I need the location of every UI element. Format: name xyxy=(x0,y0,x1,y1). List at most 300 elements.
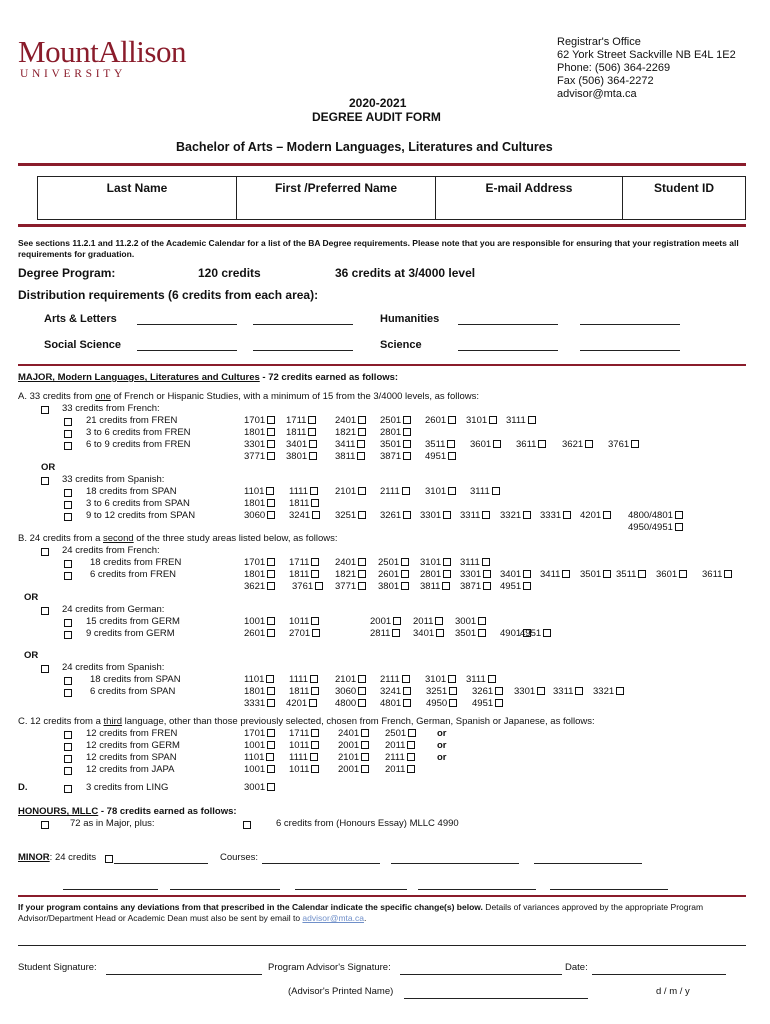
course-checkbox[interactable] xyxy=(523,570,531,578)
course-checkbox[interactable] xyxy=(267,570,275,578)
course-code[interactable]: 2501 xyxy=(385,728,416,739)
course-checkbox[interactable] xyxy=(403,440,411,448)
course-checkbox[interactable] xyxy=(311,499,319,507)
course-code[interactable]: 1101 xyxy=(244,752,274,763)
minor-courses-label: Courses: xyxy=(220,852,259,863)
course-checkbox[interactable] xyxy=(575,687,583,695)
course-code[interactable]: 2111 xyxy=(380,674,410,685)
course-checkbox[interactable] xyxy=(603,511,611,519)
course-checkbox[interactable] xyxy=(311,741,319,749)
course-checkbox[interactable] xyxy=(267,558,275,566)
course-checkbox[interactable] xyxy=(523,582,531,590)
course-code[interactable]: 2811 xyxy=(370,628,400,639)
checkbox[interactable] xyxy=(64,513,72,521)
course-code[interactable]: 2601 xyxy=(378,569,409,580)
minor-course-field[interactable] xyxy=(262,862,380,864)
checkbox[interactable] xyxy=(64,430,72,438)
first-name-field[interactable]: First /Preferred Name xyxy=(237,177,436,220)
course-code[interactable]: 2011 xyxy=(385,740,415,751)
course-code[interactable]: 3871 xyxy=(460,581,491,592)
course-code[interactable]: 3771 xyxy=(335,581,366,592)
group-heading: 24 credits from German: xyxy=(62,604,165,615)
course-checkbox[interactable] xyxy=(267,582,275,590)
course-code[interactable]: 3311 xyxy=(553,686,583,697)
course-code[interactable]: 3101 xyxy=(425,674,456,685)
course-code[interactable]: 3111 xyxy=(460,557,490,568)
checkbox[interactable] xyxy=(64,560,72,568)
minor-course-field[interactable] xyxy=(295,888,407,890)
course-checkbox[interactable] xyxy=(358,428,366,436)
social-course-1[interactable] xyxy=(137,349,237,351)
course-checkbox[interactable] xyxy=(449,699,457,707)
course-code[interactable]: 2001 xyxy=(338,764,369,775)
course-code[interactable]: 3601 xyxy=(656,569,687,580)
course-checkbox[interactable] xyxy=(563,511,571,519)
course-code[interactable]: 2801 xyxy=(380,427,411,438)
course-code[interactable]: 2501 xyxy=(380,415,411,426)
course-checkbox[interactable] xyxy=(358,570,366,578)
course-checkbox[interactable] xyxy=(310,487,318,495)
course-checkbox[interactable] xyxy=(631,440,639,448)
course-checkbox[interactable] xyxy=(312,629,320,637)
course-checkbox[interactable] xyxy=(442,582,450,590)
course-checkbox[interactable] xyxy=(267,428,275,436)
student-id-field[interactable]: Student ID xyxy=(623,177,746,220)
course-checkbox[interactable] xyxy=(436,629,444,637)
checkbox[interactable] xyxy=(41,548,49,556)
course-checkbox[interactable] xyxy=(267,617,275,625)
course-code[interactable]: 1801 xyxy=(244,427,275,438)
course-code[interactable]: 2701 xyxy=(289,628,320,639)
course-checkbox[interactable] xyxy=(528,416,536,424)
course-checkbox[interactable] xyxy=(403,452,411,460)
course-code[interactable]: 1821 xyxy=(335,569,366,580)
course-code[interactable]: 3611 xyxy=(516,439,546,450)
course-checkbox[interactable] xyxy=(311,558,319,566)
arts-course-1[interactable] xyxy=(137,323,237,325)
course-code[interactable]: 1711 xyxy=(286,415,316,426)
course-code[interactable]: 2001 xyxy=(370,616,401,627)
course-code[interactable]: 4951 xyxy=(425,451,456,462)
checkbox[interactable] xyxy=(41,406,49,414)
course-checkbox[interactable] xyxy=(266,753,274,761)
course-checkbox[interactable] xyxy=(562,570,570,578)
course-code[interactable]: 4801 xyxy=(380,698,411,709)
course-checkbox[interactable] xyxy=(308,416,316,424)
course-checkbox[interactable] xyxy=(361,753,369,761)
course-checkbox[interactable] xyxy=(482,511,490,519)
course-code[interactable]: 2801 xyxy=(420,569,451,580)
advisor-printed-name-field[interactable] xyxy=(404,997,588,999)
course-code[interactable]: 1011 xyxy=(289,740,319,751)
course-code[interactable]: 1801 xyxy=(244,569,275,580)
minor-course-field[interactable] xyxy=(550,888,668,890)
course-code[interactable]: 3501 xyxy=(455,628,486,639)
course-checkbox[interactable] xyxy=(489,416,497,424)
course-code[interactable]: 3811 xyxy=(420,581,450,592)
course-checkbox[interactable] xyxy=(267,765,275,773)
course-checkbox[interactable] xyxy=(724,570,732,578)
course-code[interactable]: 3101 xyxy=(425,486,456,497)
course-checkbox[interactable] xyxy=(443,570,451,578)
course-checkbox[interactable] xyxy=(585,440,593,448)
course-checkbox[interactable] xyxy=(267,416,275,424)
course-code[interactable]: 1811 xyxy=(286,427,316,438)
course-code[interactable]: 4201 xyxy=(286,698,317,709)
course-checkbox[interactable] xyxy=(407,765,415,773)
course-checkbox[interactable] xyxy=(361,729,369,737)
course-checkbox[interactable] xyxy=(358,699,366,707)
course-code[interactable]: 3871 xyxy=(380,451,411,462)
course-code[interactable]: 3060 xyxy=(335,686,366,697)
course-checkbox[interactable] xyxy=(266,675,274,683)
course-checkbox[interactable] xyxy=(267,729,275,737)
checkbox[interactable] xyxy=(64,489,72,497)
course-checkbox[interactable] xyxy=(267,511,275,519)
deviation-input-line[interactable] xyxy=(18,944,746,946)
course-checkbox[interactable] xyxy=(311,729,319,737)
course-code[interactable]: 1801 xyxy=(244,686,275,697)
checkbox[interactable] xyxy=(64,785,72,793)
course-checkbox[interactable] xyxy=(403,428,411,436)
course-code[interactable]: 3401 xyxy=(500,569,531,580)
course-code[interactable]: 4201 xyxy=(580,510,611,521)
science-course-1[interactable] xyxy=(458,349,558,351)
course-checkbox[interactable] xyxy=(638,570,646,578)
course-code[interactable]: 4950 xyxy=(426,698,457,709)
checkbox[interactable] xyxy=(64,767,72,775)
course-checkbox[interactable] xyxy=(357,440,365,448)
course-code[interactable]: 3411 xyxy=(540,569,570,580)
minor-course-field[interactable] xyxy=(418,888,536,890)
course-checkbox[interactable] xyxy=(493,440,501,448)
or-label: OR xyxy=(41,462,56,473)
checkbox[interactable] xyxy=(64,677,72,685)
course-checkbox[interactable] xyxy=(358,687,366,695)
course-code[interactable]: 4951 xyxy=(500,581,531,592)
course-checkbox[interactable] xyxy=(482,558,490,566)
minor-credits-field[interactable] xyxy=(114,862,208,864)
course-checkbox[interactable] xyxy=(407,753,415,761)
email-field[interactable]: E-mail Address xyxy=(436,177,623,220)
course-code[interactable]: 4800/4801 xyxy=(628,510,683,521)
course-checkbox[interactable] xyxy=(311,617,319,625)
course-checkbox[interactable] xyxy=(267,741,275,749)
course-checkbox[interactable] xyxy=(309,452,317,460)
course-checkbox[interactable] xyxy=(403,416,411,424)
checkbox[interactable] xyxy=(64,619,72,627)
course-code[interactable]: 3761 xyxy=(292,581,323,592)
course-code[interactable]: 2401 xyxy=(335,415,366,426)
last-name-field[interactable]: Last Name xyxy=(38,177,237,220)
course-code[interactable]: 3301 xyxy=(514,686,545,697)
course-code[interactable]: 1011 xyxy=(289,764,319,775)
course-code[interactable]: 1111 xyxy=(289,674,318,685)
course-checkbox[interactable] xyxy=(488,675,496,683)
course-checkbox[interactable] xyxy=(435,617,443,625)
honours-checkbox[interactable] xyxy=(41,821,49,829)
course-code[interactable]: 3101 xyxy=(420,557,451,568)
course-code[interactable]: 2011 xyxy=(385,764,415,775)
course-code[interactable]: 3801 xyxy=(286,451,317,462)
minor-course-field[interactable] xyxy=(534,862,642,864)
advisor-email-link[interactable]: advisor@mta.ca xyxy=(302,913,364,923)
course-checkbox[interactable] xyxy=(495,687,503,695)
course-code[interactable]: 3331 xyxy=(244,698,275,709)
address-line: advisor@mta.ca xyxy=(557,88,637,100)
course-checkbox[interactable] xyxy=(401,570,409,578)
course-code[interactable]: 3301 xyxy=(420,510,451,521)
course-code[interactable]: 1821 xyxy=(335,427,366,438)
course-checkbox[interactable] xyxy=(402,675,410,683)
minor-label: MINOR: 24 credits xyxy=(18,852,97,863)
course-code[interactable]: 1011 xyxy=(289,616,319,627)
course-checkbox[interactable] xyxy=(266,487,274,495)
course-code[interactable]: 1101 xyxy=(244,674,274,685)
course-checkbox[interactable] xyxy=(448,487,456,495)
course-code[interactable]: 2001 xyxy=(338,740,369,751)
course-code[interactable]: 3001 xyxy=(455,616,486,627)
course-checkbox[interactable] xyxy=(361,741,369,749)
course-code[interactable]: 3411 xyxy=(335,439,365,450)
course-code[interactable]: 3261 xyxy=(380,510,411,521)
science-course-2[interactable] xyxy=(580,349,680,351)
course-checkbox[interactable] xyxy=(309,440,317,448)
course-code[interactable]: 2601 xyxy=(425,415,456,426)
course-checkbox[interactable] xyxy=(448,452,456,460)
checkbox[interactable] xyxy=(41,607,49,615)
course-code[interactable]: 1811 xyxy=(289,686,319,697)
course-checkbox[interactable] xyxy=(361,765,369,773)
or-label: OR xyxy=(24,650,39,661)
course-code[interactable]: 3621 xyxy=(244,581,275,592)
course-code[interactable]: 1001 xyxy=(244,616,275,627)
course-code[interactable]: 3601 xyxy=(470,439,501,450)
course-checkbox[interactable] xyxy=(403,687,411,695)
course-checkbox[interactable] xyxy=(358,416,366,424)
course-checkbox[interactable] xyxy=(401,582,409,590)
course-checkbox[interactable] xyxy=(537,687,545,695)
course-code[interactable]: 4951 xyxy=(472,698,503,709)
course-code[interactable]: 3301 xyxy=(460,569,491,580)
course-checkbox[interactable] xyxy=(267,452,275,460)
course-checkbox[interactable] xyxy=(675,523,683,531)
course-code[interactable]: 2101 xyxy=(335,486,366,497)
course-checkbox[interactable] xyxy=(309,699,317,707)
date-field[interactable] xyxy=(592,973,726,975)
course-checkbox[interactable] xyxy=(312,511,320,519)
course-checkbox[interactable] xyxy=(311,687,319,695)
course-code[interactable]: 3501 xyxy=(580,569,611,580)
course-code[interactable]: 3111 xyxy=(506,415,536,426)
course-code[interactable]: 3301 xyxy=(244,439,275,450)
course-code[interactable]: 3811 xyxy=(335,451,365,462)
minor-checkbox[interactable] xyxy=(105,855,113,863)
course-checkbox[interactable] xyxy=(448,416,456,424)
group-heading: 33 credits from Spanish: xyxy=(62,474,165,485)
course-checkbox[interactable] xyxy=(483,570,491,578)
course-checkbox[interactable] xyxy=(408,729,416,737)
course-checkbox[interactable] xyxy=(267,499,275,507)
course-code[interactable]: 3621 xyxy=(562,439,593,450)
course-checkbox[interactable] xyxy=(358,558,366,566)
course-checkbox[interactable] xyxy=(407,741,415,749)
course-checkbox[interactable] xyxy=(675,511,683,519)
course-code[interactable]: 3761 xyxy=(608,439,639,450)
course-code[interactable]: 1711 xyxy=(289,557,319,568)
course-checkbox[interactable] xyxy=(538,440,546,448)
course-checkbox[interactable] xyxy=(267,699,275,707)
course-checkbox[interactable] xyxy=(358,511,366,519)
social-course-2[interactable] xyxy=(253,349,353,351)
course-code[interactable]: 1701 xyxy=(244,415,275,426)
minor-course-field[interactable] xyxy=(63,888,158,890)
course-code[interactable]: 3261 xyxy=(472,686,503,697)
course-checkbox[interactable] xyxy=(447,440,455,448)
course-code[interactable]: 3001 xyxy=(244,782,275,793)
course-code[interactable]: 3241 xyxy=(289,510,320,521)
course-checkbox[interactable] xyxy=(402,487,410,495)
requirement-item: 18 credits from FREN xyxy=(90,557,182,568)
course-code[interactable]: 1111 xyxy=(289,486,318,497)
course-checkbox[interactable] xyxy=(401,558,409,566)
course-code[interactable]: 3771 xyxy=(244,451,275,462)
course-checkbox[interactable] xyxy=(267,687,275,695)
course-code[interactable]: 3321 xyxy=(593,686,624,697)
course-checkbox[interactable] xyxy=(492,487,500,495)
checkbox[interactable] xyxy=(64,501,72,509)
honours-essay-checkbox[interactable] xyxy=(243,821,251,829)
course-code[interactable]: 3401 xyxy=(413,628,444,639)
course-code[interactable]: 1001 xyxy=(244,764,275,775)
course-code[interactable]: 1001 xyxy=(244,740,275,751)
course-code[interactable]: 3251 xyxy=(335,510,366,521)
checkbox[interactable] xyxy=(64,743,72,751)
course-checkbox[interactable] xyxy=(443,511,451,519)
course-checkbox[interactable] xyxy=(310,753,318,761)
course-code[interactable]: 3331 xyxy=(540,510,571,521)
course-code[interactable]: 3251 xyxy=(426,686,457,697)
course-checkbox[interactable] xyxy=(392,629,400,637)
course-code[interactable]: 2101 xyxy=(338,752,369,763)
course-checkbox[interactable] xyxy=(358,487,366,495)
course-checkbox[interactable] xyxy=(393,617,401,625)
course-checkbox[interactable] xyxy=(357,452,365,460)
course-checkbox[interactable] xyxy=(267,440,275,448)
course-code[interactable]: 3101 xyxy=(466,415,497,426)
course-checkbox[interactable] xyxy=(267,783,275,791)
course-code[interactable]: 1111 xyxy=(289,752,318,763)
student-signature-field[interactable] xyxy=(106,973,262,975)
course-code[interactable]: 1811 xyxy=(289,498,319,509)
course-checkbox[interactable] xyxy=(308,428,316,436)
course-checkbox[interactable] xyxy=(403,511,411,519)
checkbox[interactable] xyxy=(64,689,72,697)
course-code[interactable]: 2011 xyxy=(413,616,443,627)
course-checkbox[interactable] xyxy=(603,570,611,578)
course-code[interactable]: 2401 xyxy=(335,557,366,568)
course-checkbox[interactable] xyxy=(358,675,366,683)
checkbox[interactable] xyxy=(64,442,72,450)
course-code[interactable]: 3511 xyxy=(616,569,646,580)
course-code[interactable]: 1711 xyxy=(289,728,319,739)
course-checkbox[interactable] xyxy=(311,570,319,578)
course-code[interactable]: 2601 xyxy=(244,628,275,639)
course-checkbox[interactable] xyxy=(616,687,624,695)
course-code[interactable]: 3111 xyxy=(470,486,500,497)
course-code[interactable]: 2111 xyxy=(385,752,415,763)
course-code[interactable]: 1101 xyxy=(244,486,274,497)
course-code[interactable]: 4951 xyxy=(520,628,551,639)
course-code[interactable]: 2501 xyxy=(378,557,409,568)
course-code[interactable]: 1701 xyxy=(244,557,275,568)
course-code[interactable]: 3801 xyxy=(378,581,409,592)
course-code[interactable]: 2111 xyxy=(380,486,410,497)
course-code[interactable]: 3511 xyxy=(425,439,455,450)
course-checkbox[interactable] xyxy=(448,675,456,683)
humanities-course-2[interactable] xyxy=(580,323,680,325)
arts-course-2[interactable] xyxy=(253,323,353,325)
course-code[interactable]: 3311 xyxy=(460,510,490,521)
course-code[interactable]: 3060 xyxy=(244,510,275,521)
course-checkbox[interactable] xyxy=(523,511,531,519)
course-checkbox[interactable] xyxy=(679,570,687,578)
course-code[interactable]: 1701 xyxy=(244,728,275,739)
course-code[interactable]: 3111 xyxy=(466,674,496,685)
course-checkbox[interactable] xyxy=(495,699,503,707)
checkbox[interactable] xyxy=(64,572,72,580)
course-checkbox[interactable] xyxy=(403,699,411,707)
course-code[interactable]: 3611 xyxy=(702,569,732,580)
course-checkbox[interactable] xyxy=(358,582,366,590)
course-checkbox[interactable] xyxy=(310,675,318,683)
course-checkbox[interactable] xyxy=(315,582,323,590)
course-checkbox[interactable] xyxy=(478,617,486,625)
course-code[interactable]: 4901 xyxy=(500,628,531,639)
minor-course-field[interactable] xyxy=(391,862,519,864)
course-checkbox[interactable] xyxy=(483,582,491,590)
checkbox[interactable] xyxy=(64,631,72,639)
course-checkbox[interactable] xyxy=(311,765,319,773)
course-checkbox[interactable] xyxy=(267,629,275,637)
checkbox[interactable] xyxy=(64,755,72,763)
course-code[interactable]: 1811 xyxy=(289,569,319,580)
divider xyxy=(18,224,746,227)
humanities-course-1[interactable] xyxy=(458,323,558,325)
course-code[interactable]: 3321 xyxy=(500,510,531,521)
checkbox[interactable] xyxy=(41,477,49,485)
requirement-item: 18 credits from SPAN xyxy=(90,674,181,685)
course-code[interactable]: 2401 xyxy=(338,728,369,739)
course-code[interactable]: 4950/4951 xyxy=(628,522,683,533)
course-code[interactable]: 1801 xyxy=(244,498,275,509)
requirements-note: See sections 11.2.1 and 11.2.2 of the Academic Calendar for a list of the BA Degree requirements. Please note that you are responsible for ensuring that your registration meets all requirements for graduation. xyxy=(18,238,739,259)
checkbox[interactable] xyxy=(41,665,49,673)
course-code[interactable]: 3401 xyxy=(286,439,317,450)
course-code[interactable]: 4800 xyxy=(335,698,366,709)
checkbox[interactable] xyxy=(64,731,72,739)
course-checkbox[interactable] xyxy=(478,629,486,637)
checkbox[interactable] xyxy=(64,418,72,426)
minor-course-field[interactable] xyxy=(170,888,280,890)
course-checkbox[interactable] xyxy=(449,687,457,695)
advisor-signature-field[interactable] xyxy=(400,973,562,975)
course-checkbox[interactable] xyxy=(443,558,451,566)
course-code[interactable]: 2101 xyxy=(335,674,366,685)
course-code[interactable]: 3501 xyxy=(380,439,411,450)
course-checkbox[interactable] xyxy=(543,629,551,637)
course-code[interactable]: 3241 xyxy=(380,686,411,697)
